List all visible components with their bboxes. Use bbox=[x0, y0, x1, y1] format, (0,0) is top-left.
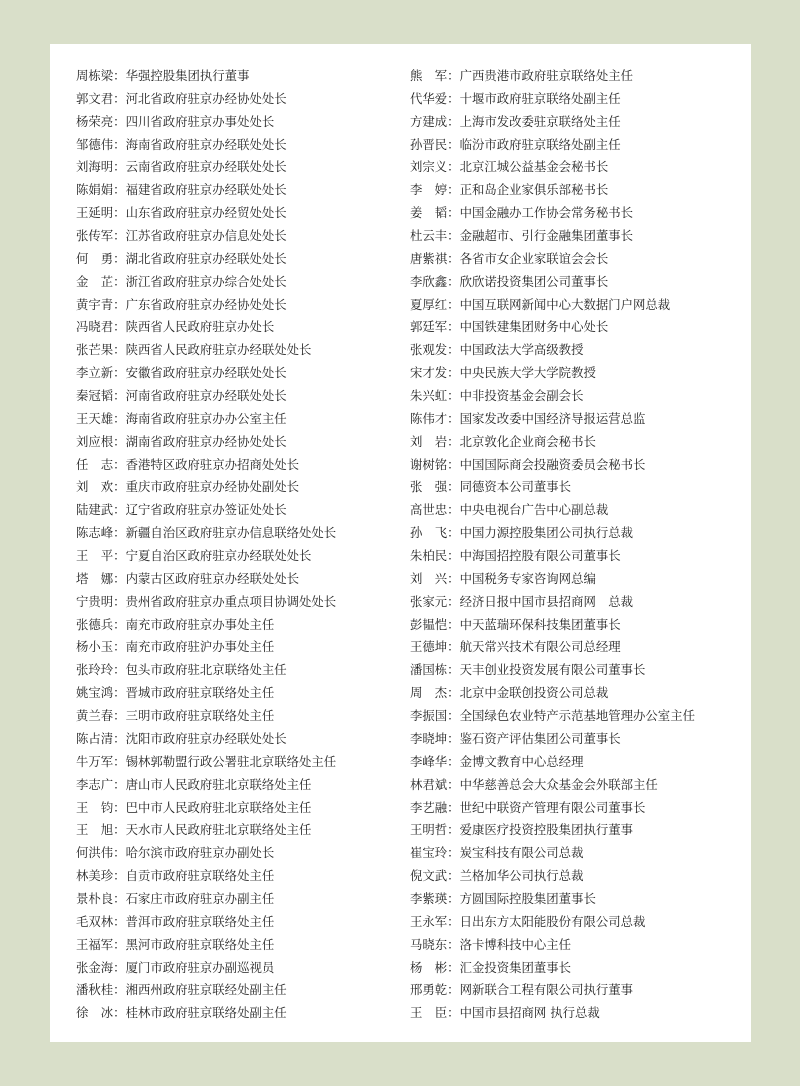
person-name: 熊 军： bbox=[410, 68, 460, 83]
person-name: 林君斌： bbox=[410, 776, 460, 792]
person-name: 任 志： bbox=[76, 456, 126, 472]
person-name: 周 杰： bbox=[410, 685, 460, 701]
person-name: 宋才发： bbox=[410, 365, 460, 381]
person-title: 北京敦化企业商会秘书长 bbox=[459, 433, 596, 449]
person-name: 孙晋民： bbox=[410, 136, 460, 152]
person-name: 王 旭： bbox=[76, 822, 126, 838]
person-title: 晋城市政府驻京联络处主任 bbox=[125, 685, 275, 701]
person-title: 上海市发改委驻京联络处主任 bbox=[459, 113, 621, 129]
person-title: 汇金投资集团董事长 bbox=[459, 959, 572, 975]
person-name: 何洪伟： bbox=[76, 845, 126, 861]
person-title: 自贡市政府驻京联络处主任 bbox=[125, 868, 275, 884]
roster-entry bbox=[76, 614, 406, 637]
person-name: 李欣鑫： bbox=[410, 273, 460, 289]
person-title: 哈尔滨市政府驻京办副处长 bbox=[125, 845, 275, 861]
roster-entry bbox=[76, 408, 406, 431]
person-name: 王永军： bbox=[410, 913, 460, 929]
person-name: 冯晓君： bbox=[76, 319, 126, 335]
person-title: 金博文教育中心总经理 bbox=[459, 753, 584, 769]
person-name: 孙 飞： bbox=[410, 525, 460, 541]
person-title: 鉴石资产评估集团公司董事长 bbox=[459, 730, 621, 746]
roster-entry bbox=[410, 454, 750, 477]
person-name: 王 钧： bbox=[76, 799, 126, 815]
roster-entry bbox=[76, 568, 406, 591]
roster-entry bbox=[410, 156, 750, 179]
person-name: 李立新： bbox=[76, 365, 126, 381]
person-title: 沈阳市政府驻京办经联处处长 bbox=[125, 730, 287, 746]
roster-entry bbox=[76, 111, 406, 134]
person-name: 周栋梁： bbox=[76, 68, 126, 83]
person-title: 北京江城公益基金会秘书长 bbox=[459, 159, 609, 175]
person-name: 杨荣亮： bbox=[76, 113, 126, 129]
person-name: 马晓东： bbox=[410, 936, 460, 952]
roster-entry bbox=[76, 819, 406, 842]
person-title: 河南省政府驻京办经联处处长 bbox=[125, 388, 287, 404]
person-name: 潘国栋： bbox=[410, 662, 460, 678]
person-title: 四川省政府驻京办事处处长 bbox=[125, 113, 275, 129]
person-name: 邹德伟： bbox=[76, 136, 126, 152]
person-title: 中国税务专家咨询网总编 bbox=[459, 570, 596, 586]
roster-entry bbox=[410, 476, 750, 499]
person-title: 陕西省人民政府驻京办经联处处长 bbox=[125, 342, 312, 358]
roster-entry bbox=[76, 294, 406, 317]
person-title: 炭宝科技有限公司总裁 bbox=[459, 845, 584, 861]
person-name: 金 芷： bbox=[76, 273, 126, 289]
person-name: 李 婷： bbox=[410, 182, 460, 198]
person-name: 陆建武： bbox=[76, 502, 126, 518]
person-name: 姜 韬： bbox=[410, 205, 460, 221]
person-title: 广西贵港市政府驻京联络处主任 bbox=[459, 68, 634, 83]
roster-entry bbox=[76, 979, 406, 1002]
roster-entry bbox=[410, 294, 750, 317]
person-title: 日出东方太阳能股份有限公司总裁 bbox=[459, 913, 646, 929]
roster-panel bbox=[50, 44, 751, 1042]
person-title: 方圆国际控股集团董事长 bbox=[459, 890, 596, 906]
roster-entry bbox=[410, 499, 750, 522]
roster-entry bbox=[76, 842, 406, 865]
person-name: 王 臣： bbox=[410, 1005, 460, 1021]
person-title: 湘西州政府驻京联经处副主任 bbox=[125, 982, 287, 998]
person-name: 陈占清： bbox=[76, 730, 126, 746]
person-name: 潘秋桂： bbox=[76, 982, 126, 998]
roster-entry bbox=[410, 545, 750, 568]
person-name: 王福军： bbox=[76, 936, 126, 952]
person-title: 金融超市、引行金融集团董事长 bbox=[459, 228, 634, 244]
person-name: 王 平： bbox=[76, 548, 126, 564]
person-name: 黄宇青： bbox=[76, 296, 126, 312]
person-title: 河北省政府驻京办经协处处长 bbox=[125, 90, 287, 106]
roster-entry bbox=[76, 591, 406, 614]
person-name: 刘 欢： bbox=[76, 479, 126, 495]
person-title: 十堰市政府驻京联络处副主任 bbox=[459, 90, 621, 106]
roster-entry bbox=[76, 797, 406, 820]
roster-entry bbox=[76, 636, 406, 659]
person-title: 南充市政府驻京办事处主任 bbox=[125, 616, 275, 632]
person-title: 福建省政府驻京办经联处处长 bbox=[125, 182, 287, 198]
person-name: 陈志峰： bbox=[76, 525, 126, 541]
person-title: 中国政法大学高级教授 bbox=[459, 342, 584, 358]
person-name: 刘海明： bbox=[76, 159, 126, 175]
person-title: 辽宁省政府驻京办签证处处长 bbox=[125, 502, 287, 518]
person-name: 郭文君： bbox=[76, 90, 126, 106]
person-title: 江苏省政府驻京办信息处处长 bbox=[125, 228, 287, 244]
person-title: 湖南省政府驻京办经协处处长 bbox=[125, 433, 287, 449]
person-title: 唐山市人民政府驻北京联络处主任 bbox=[125, 776, 312, 792]
person-name: 黄兰春： bbox=[76, 708, 126, 724]
roster-entry bbox=[410, 1002, 750, 1025]
person-title: 各省市女企业家联谊会会长 bbox=[459, 250, 609, 266]
roster-entry bbox=[76, 65, 406, 88]
person-name: 谢树铭： bbox=[410, 456, 460, 472]
person-name: 倪文武： bbox=[410, 868, 460, 884]
roster-entry bbox=[76, 362, 406, 385]
roster-entry bbox=[410, 797, 750, 820]
person-name: 张 强： bbox=[410, 479, 460, 495]
person-title: 欣欣诺投资集团公司董事长 bbox=[459, 273, 609, 289]
roster-entry bbox=[76, 202, 406, 225]
roster-entry bbox=[410, 179, 750, 202]
roster-entry bbox=[76, 431, 406, 454]
person-title: 天丰创业投资发展有限公司董事长 bbox=[459, 662, 646, 678]
roster-entry bbox=[76, 271, 406, 294]
person-name: 唐紫祺： bbox=[410, 250, 460, 266]
roster-entry bbox=[410, 842, 750, 865]
roster-entry bbox=[76, 248, 406, 271]
person-title: 三明市政府驻京联络处主任 bbox=[125, 708, 275, 724]
roster-entry bbox=[410, 568, 750, 591]
person-title: 中国金融办工作协会常务秘书长 bbox=[459, 205, 634, 221]
person-title: 中国力源控股集团公司执行总裁 bbox=[459, 525, 634, 541]
person-title: 北京中金联创投资公司总裁 bbox=[459, 685, 609, 701]
person-name: 王天雄： bbox=[76, 410, 126, 426]
roster-entry bbox=[410, 408, 750, 431]
roster-entry bbox=[410, 888, 750, 911]
person-name: 张德兵： bbox=[76, 616, 126, 632]
person-title: 中华慈善总会大众基金会外联部主任 bbox=[459, 776, 658, 792]
person-name: 张家元： bbox=[410, 593, 460, 609]
roster-entry bbox=[410, 385, 750, 408]
person-name: 刘宗义： bbox=[410, 159, 460, 175]
person-title: 洛卡博科技中心主任 bbox=[459, 936, 572, 952]
person-name: 毛双林： bbox=[76, 913, 126, 929]
roster-entry bbox=[76, 339, 406, 362]
roster-entry bbox=[410, 682, 750, 705]
person-title: 华强控股集团执行董事 bbox=[125, 68, 250, 83]
person-name: 牛万军： bbox=[76, 753, 126, 769]
roster-entry bbox=[410, 591, 750, 614]
person-name: 宁贵明： bbox=[76, 593, 126, 609]
person-name: 夏厚红： bbox=[410, 296, 460, 312]
roster-entry bbox=[410, 339, 750, 362]
roster-entry bbox=[410, 957, 750, 980]
person-title: 南充市政府驻沪办事处主任 bbox=[125, 639, 275, 655]
person-name: 邢勇乾： bbox=[410, 982, 460, 998]
person-title: 临汾市政府驻京联络处副主任 bbox=[459, 136, 621, 152]
person-title: 云南省政府驻京办经联处处长 bbox=[125, 159, 287, 175]
person-title: 全国绿色农业特产示范基地管理办公室主任 bbox=[459, 708, 695, 724]
person-name: 塔 娜： bbox=[76, 570, 126, 586]
roster-entry bbox=[76, 705, 406, 728]
person-name: 何 勇： bbox=[76, 250, 126, 266]
roster-entry bbox=[410, 248, 750, 271]
person-name: 陈伟才： bbox=[410, 410, 460, 426]
person-name: 秦冠韬： bbox=[76, 388, 126, 404]
person-name: 杨 彬： bbox=[410, 959, 460, 975]
person-title: 包头市政府驻北京联络处主任 bbox=[125, 662, 287, 678]
roster-entry bbox=[76, 476, 406, 499]
roster-entry bbox=[76, 888, 406, 911]
roster-entry bbox=[76, 499, 406, 522]
person-title: 海南省政府驻京办办公室主任 bbox=[125, 410, 287, 426]
person-title: 内蒙古区政府驻京办经联处处长 bbox=[125, 570, 300, 586]
person-title: 石家庄市政府驻京办副主任 bbox=[125, 890, 275, 906]
roster-entry bbox=[410, 88, 750, 111]
roster-entry bbox=[76, 682, 406, 705]
person-name: 李峰华： bbox=[410, 753, 460, 769]
person-name: 李晓坤： bbox=[410, 730, 460, 746]
roster-entry bbox=[76, 316, 406, 339]
person-title: 广东省政府驻京办经协处处长 bbox=[125, 296, 287, 312]
roster-entry bbox=[410, 636, 750, 659]
person-name: 张玲玲： bbox=[76, 662, 126, 678]
person-name: 景朴良： bbox=[76, 890, 126, 906]
roster-entry bbox=[410, 614, 750, 637]
person-title: 安徽省政府驻京办经联处处长 bbox=[125, 365, 287, 381]
person-title: 正和岛企业家俱乐部秘书长 bbox=[459, 182, 609, 198]
roster-entry bbox=[410, 134, 750, 157]
roster-entry bbox=[76, 1002, 406, 1025]
person-name: 张金海： bbox=[76, 959, 126, 975]
person-title: 陕西省人民政府驻京办处长 bbox=[125, 319, 275, 335]
roster-entry bbox=[76, 934, 406, 957]
roster-entry bbox=[410, 659, 750, 682]
person-title: 宁夏自治区政府驻京办经联处处长 bbox=[125, 548, 312, 564]
roster-entry bbox=[76, 179, 406, 202]
roster-entry bbox=[410, 316, 750, 339]
person-title: 经济日报中国市县招商网 总裁 bbox=[459, 593, 634, 609]
roster-entry bbox=[76, 659, 406, 682]
person-title: 天水市人民政府驻北京联络处主任 bbox=[125, 822, 312, 838]
person-name: 刘应根： bbox=[76, 433, 126, 449]
person-name: 刘 岩： bbox=[410, 433, 460, 449]
person-name: 李紫瑛： bbox=[410, 890, 460, 906]
person-title: 普洱市政府驻京联络处主任 bbox=[125, 913, 275, 929]
roster-entry bbox=[410, 911, 750, 934]
person-name: 代华爱： bbox=[410, 90, 460, 106]
left-column bbox=[76, 65, 406, 1025]
person-name: 陈娟娟： bbox=[76, 182, 126, 198]
roster-entry bbox=[410, 979, 750, 1002]
roster-entry bbox=[410, 705, 750, 728]
person-title: 黑河市政府驻京联络处主任 bbox=[125, 936, 275, 952]
roster-entry bbox=[76, 156, 406, 179]
roster-entry bbox=[76, 911, 406, 934]
person-title: 浙江省政府驻京办综合处处长 bbox=[125, 273, 287, 289]
roster-entry bbox=[76, 545, 406, 568]
person-name: 张传军： bbox=[76, 228, 126, 244]
person-name: 徐 冰： bbox=[76, 1005, 126, 1021]
person-title: 世纪中联资产管理有限公司董事长 bbox=[459, 799, 646, 815]
person-title: 国家发改委中国经济导报运营总监 bbox=[459, 410, 646, 426]
person-title: 同德资本公司董事长 bbox=[459, 479, 572, 495]
person-title: 海南省政府驻京办经联处处长 bbox=[125, 136, 287, 152]
person-name: 杨小玉： bbox=[76, 639, 126, 655]
person-name: 张观发： bbox=[410, 342, 460, 358]
roster-entry bbox=[410, 111, 750, 134]
roster-entry bbox=[76, 385, 406, 408]
roster-entry bbox=[76, 751, 406, 774]
roster-entry bbox=[76, 454, 406, 477]
person-name: 彭韫恺： bbox=[410, 616, 460, 632]
person-name: 郭廷军： bbox=[410, 319, 460, 335]
roster-entry bbox=[410, 225, 750, 248]
person-name: 王延明： bbox=[76, 205, 126, 221]
roster-entry bbox=[76, 728, 406, 751]
person-name: 崔宝玲： bbox=[410, 845, 460, 861]
person-name: 李志广： bbox=[76, 776, 126, 792]
person-name: 李振国： bbox=[410, 708, 460, 724]
person-name: 王明哲： bbox=[410, 822, 460, 838]
person-name: 王德坤： bbox=[410, 639, 460, 655]
roster-entry bbox=[76, 865, 406, 888]
person-name: 姚宝鸿： bbox=[76, 685, 126, 701]
person-title: 中国国际商会投融资委员会秘书长 bbox=[459, 456, 646, 472]
roster-entry bbox=[410, 728, 750, 751]
person-title: 中央电视台广告中心副总裁 bbox=[459, 502, 609, 518]
person-title: 兰格加华公司执行总裁 bbox=[459, 868, 584, 884]
person-title: 网新联合工程有限公司执行董事 bbox=[459, 982, 634, 998]
roster-entry bbox=[410, 751, 750, 774]
person-title: 重庆市政府驻京办经协处副处长 bbox=[125, 479, 300, 495]
roster-entry bbox=[76, 225, 406, 248]
roster-entry bbox=[410, 271, 750, 294]
person-title: 中国铁建集团财务中心处长 bbox=[459, 319, 609, 335]
person-name: 朱柏民： bbox=[410, 548, 460, 564]
roster-entry bbox=[410, 362, 750, 385]
person-title: 贵州省政府驻京办重点项目协调处处长 bbox=[125, 593, 337, 609]
person-name: 林美珍： bbox=[76, 868, 126, 884]
roster-entry bbox=[410, 65, 750, 88]
person-title: 湖北省政府驻京办经联处处长 bbox=[125, 250, 287, 266]
person-title: 厦门市政府驻京办副巡视员 bbox=[125, 959, 275, 975]
roster-entry bbox=[410, 774, 750, 797]
person-title: 香港特区政府驻京办招商处处长 bbox=[125, 456, 300, 472]
person-title: 中海国招控股有限公司董事长 bbox=[459, 548, 621, 564]
person-title: 桂林市政府驻京联络处副主任 bbox=[125, 1005, 287, 1021]
person-title: 锡林郭勒盟行政公署驻北京联络处主任 bbox=[125, 753, 337, 769]
person-title: 航天常兴技术有限公司总经理 bbox=[459, 639, 621, 655]
person-name: 张芒果： bbox=[76, 342, 126, 358]
person-name: 李艺融： bbox=[410, 799, 460, 815]
person-title: 巴中市人民政府驻北京联络处主任 bbox=[125, 799, 312, 815]
person-title: 中国市县招商网 执行总裁 bbox=[459, 1005, 600, 1021]
person-title: 山东省政府驻京办经贸处处长 bbox=[125, 205, 287, 221]
person-title: 中非投资基金会副会长 bbox=[459, 388, 584, 404]
roster-entry bbox=[76, 957, 406, 980]
right-column bbox=[410, 65, 750, 1025]
roster-entry bbox=[76, 134, 406, 157]
roster-entry bbox=[410, 819, 750, 842]
person-title: 爱康医疗投资控股集团执行董事 bbox=[459, 822, 634, 838]
person-name: 高世忠： bbox=[410, 502, 460, 518]
roster-entry bbox=[410, 522, 750, 545]
person-title: 新疆自治区政府驻京办信息联络处处长 bbox=[125, 525, 337, 541]
roster-entry bbox=[76, 774, 406, 797]
person-name: 朱兴虹： bbox=[410, 388, 460, 404]
person-title: 中央民族大学大学院教授 bbox=[459, 365, 596, 381]
roster-entry bbox=[410, 202, 750, 225]
roster-entry bbox=[410, 865, 750, 888]
roster-entry bbox=[76, 522, 406, 545]
roster-entry bbox=[410, 934, 750, 957]
person-name: 方建成： bbox=[410, 113, 460, 129]
roster-entry bbox=[410, 431, 750, 454]
person-title: 中国互联网新闻中心大数据门户网总裁 bbox=[459, 296, 671, 312]
roster-entry bbox=[76, 88, 406, 111]
person-name: 刘 兴： bbox=[410, 570, 460, 586]
person-name: 杜云丰： bbox=[410, 228, 460, 244]
person-title: 中天蓝瑞环保科技集团董事长 bbox=[459, 616, 621, 632]
